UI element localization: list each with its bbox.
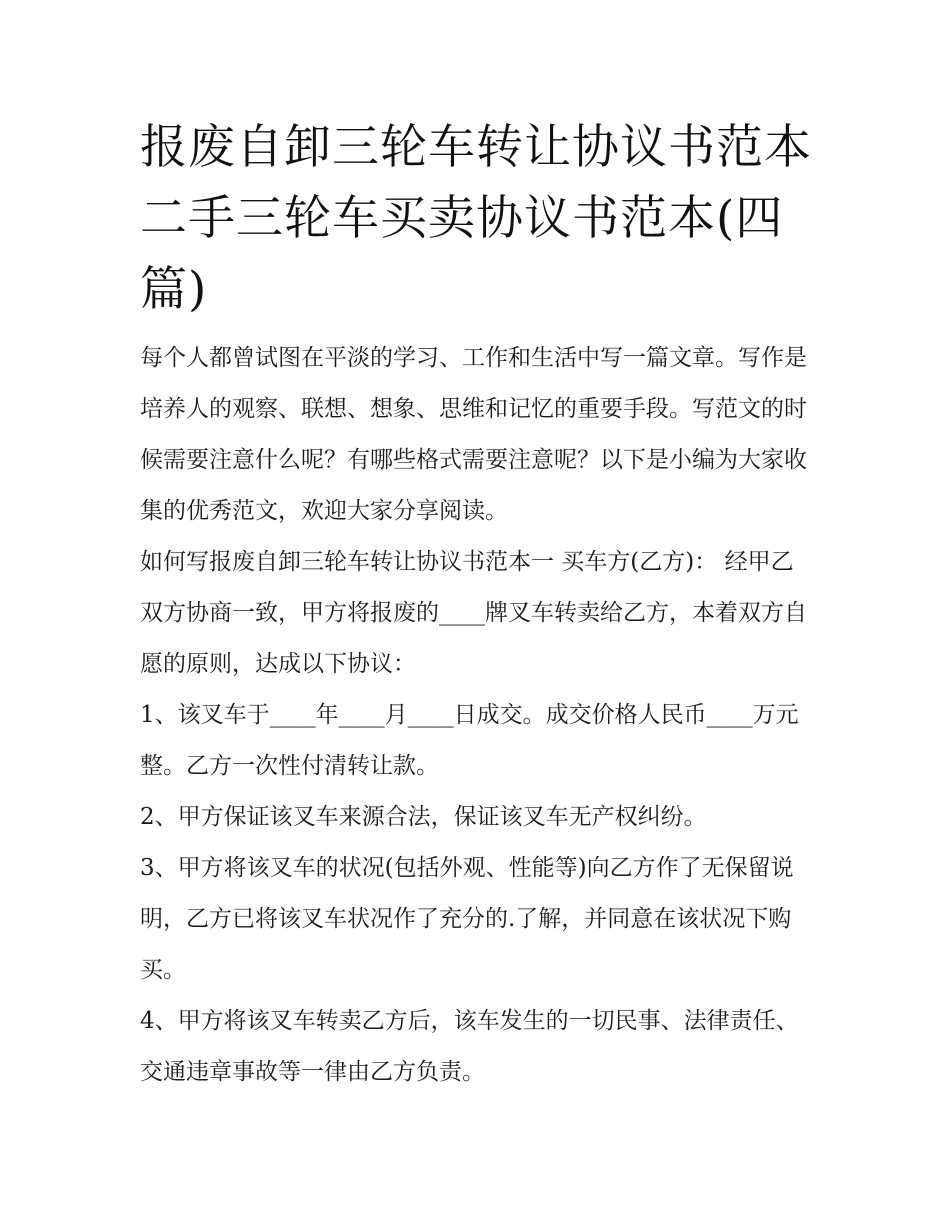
clause-4: 4、甲方将该叉车转卖乙方后，该车发生的一切民事、法律责任、交通违章事故等一律由乙方负责。 bbox=[140, 1008, 799, 1085]
clause-2: 2、甲方保证该叉车来源合法，保证该叉车无产权纠纷。 bbox=[140, 804, 707, 830]
clause-1: 1、该叉车于____年____月____日成交。成交价格人民币____万元整。乙方一次性付清转让款。 bbox=[140, 702, 799, 779]
agreement-opening-paragraph: 如何写报废自卸三轮车转让协议书范本一 买车方(乙方)： 经甲乙双方协商一致，甲方将报废的____牌叉车转卖给乙方，本着双方自愿的原则，达成以下协议： bbox=[140, 549, 807, 677]
intro-paragraph: 每个人都曾试图在平淡的学习、工作和生活中写一篇文章。写作是培养人的观察、联想、想象、思维和记忆的重要手段。写范文的时候需要注意什么呢？有哪些格式需要注意呢？以下是小编为大家收集的优秀范文，欢迎大家分享阅读。 bbox=[140, 345, 807, 524]
document-title: 报废自卸三轮车转让协议书范本 二手三轮车买卖协议书范本(四篇) bbox=[140, 120, 812, 317]
document-body bbox=[140, 112, 812, 1098]
clause-3: 3、甲方将该叉车的状况(包括外观、性能等)向乙方作了无保留说明，乙方已将该叉车状况作了充分的.了解，并同意在该状况下购买。 bbox=[140, 855, 794, 983]
